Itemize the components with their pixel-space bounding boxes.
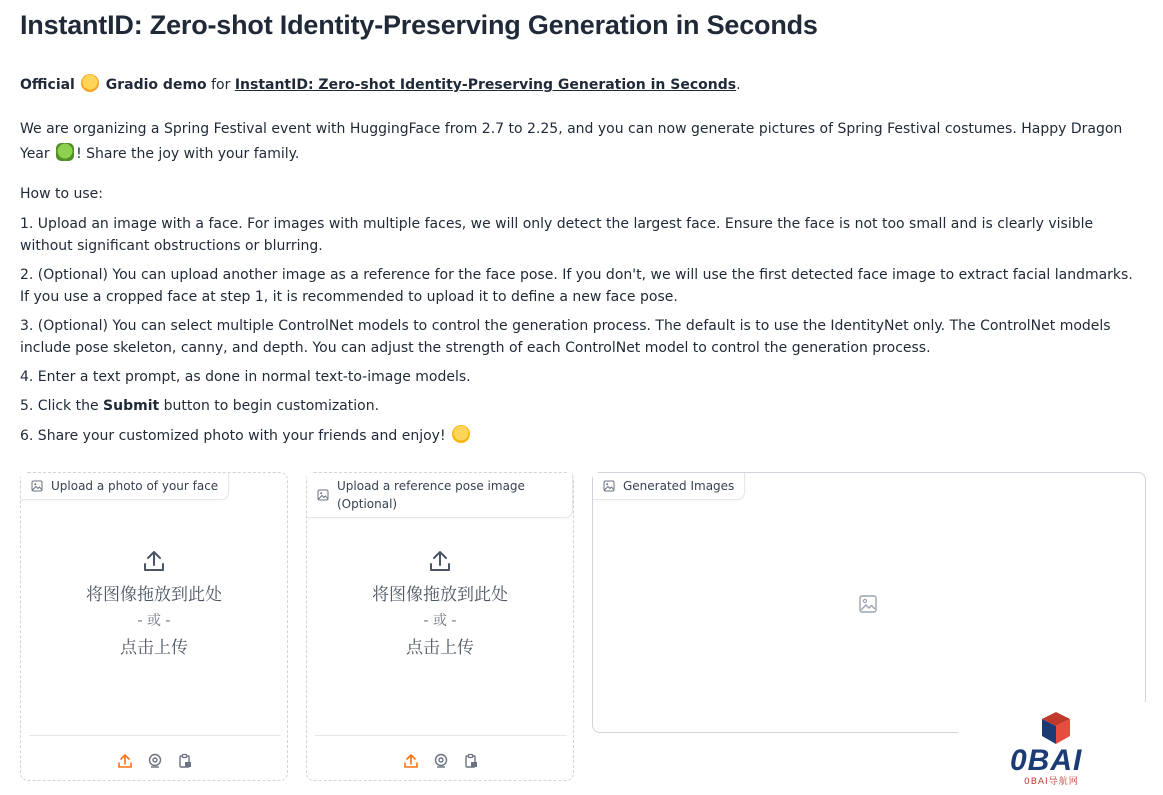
watermark-logo (1008, 710, 1108, 790)
webcam-source-button[interactable] (432, 752, 450, 770)
upload-source-button[interactable] (116, 752, 134, 770)
cube-logo-icon (1034, 710, 1078, 746)
upload-icon (403, 753, 419, 769)
pose-upload-label-text: Upload a reference pose image (Optional) (337, 479, 525, 511)
generated-images-label-text: Generated Images (623, 479, 735, 493)
festival-paragraph (20, 117, 1145, 167)
watermark-text: 0BAI (1010, 744, 1083, 777)
clipboard-source-button[interactable] (462, 752, 480, 770)
smile-emoji-icon (452, 425, 470, 443)
paper-link[interactable]: InstantID: Zero-shot Identity-Preserving Generation in Seconds (234, 77, 737, 93)
pose-upload-label (307, 473, 573, 518)
festival-text: We are organizing a Spring Festival event with HuggingFace from 2.7 to 2.25, and you can now generate pictures of Spring Festival costumes. Happy Dragon Year (20, 121, 1123, 162)
step-3: 3. (Optional) You can select multiple ControlNet models to control the generation process. The default is to use the IdentityNet only. The ControlNet models include pose skeleton, canny, and depth. You can adjust the strength of each ControlNet model to control the generation process. (20, 318, 1111, 356)
pose-source-toolbar (315, 735, 567, 770)
click-upload-text: 点击上传 (120, 638, 188, 658)
webcam-icon (147, 753, 163, 769)
drop-text: 将图像拖放到此处 (86, 585, 222, 605)
face-upload-label-text: Upload a photo of your face (51, 479, 219, 493)
drop-text: 将图像拖放到此处 (372, 585, 508, 605)
intro-period: . (736, 77, 741, 93)
intro-paragraph (20, 74, 1145, 97)
page-title: InstantID: Zero-shot Identity-Preserving Generation in Seconds (20, 10, 818, 40)
face-drop-zone[interactable] (21, 548, 287, 662)
generated-images-panel (592, 472, 1146, 733)
face-upload-label (21, 473, 229, 500)
step-6-text: 6. Share your customized photo with your friends and enjoy! (20, 428, 446, 444)
step-5 (20, 396, 1145, 418)
intro-for: for (211, 77, 231, 93)
drop-or-text: - 或 - (137, 613, 171, 629)
hugging-face-emoji-icon (81, 74, 99, 92)
step-1: 1. Upload an image with a face. For images with multiple faces, we will only detect the largest face. Ensure the face is not too small and is clearly visible without significant obstructions or blurring. (20, 216, 1094, 254)
image-placeholder-icon (859, 595, 877, 613)
clipboard-icon (463, 753, 479, 769)
image-icon (317, 489, 329, 501)
step-6 (20, 425, 1145, 448)
pose-upload-panel[interactable] (306, 472, 574, 781)
face-source-toolbar (29, 735, 281, 770)
upload-icon (141, 548, 167, 574)
drop-or-text: - 或 - (423, 613, 457, 629)
step-5-submit: Submit (103, 398, 160, 414)
upload-icon (117, 753, 133, 769)
webcam-source-button[interactable] (146, 752, 164, 770)
image-icon (31, 480, 43, 492)
step-5-post: button to begin customization. (163, 398, 380, 414)
pose-drop-zone[interactable] (307, 548, 573, 662)
face-upload-panel[interactable] (20, 472, 288, 781)
step-4: 4. Enter a text prompt, as done in normal text-to-image models. (20, 369, 471, 385)
dragon-emoji-icon (56, 143, 74, 161)
step-5-pre: 5. Click the (20, 398, 99, 414)
intro-gradio-demo: Gradio demo (105, 77, 207, 93)
upload-source-button[interactable] (402, 752, 420, 770)
step-2: 2. (Optional) You can upload another image as a reference for the face pose. If you don't, we will use the first detected face image to extract facial landmarks. If you use a cropped face at step 1, it is recommended to upload it to define a new face pose. (20, 267, 1133, 305)
clipboard-source-button[interactable] (176, 752, 194, 770)
how-to-use-heading: How to use: (20, 186, 103, 202)
watermark-subtext: 0BAI导航网 (1024, 777, 1079, 787)
clipboard-icon (177, 753, 193, 769)
webcam-icon (433, 753, 449, 769)
festival-text-end: ! Share the joy with your family. (76, 146, 300, 162)
click-upload-text: 点击上传 (406, 638, 474, 658)
upload-icon (427, 548, 453, 574)
image-icon (603, 480, 615, 492)
generated-images-label (593, 473, 745, 500)
intro-official: Official (20, 77, 75, 93)
